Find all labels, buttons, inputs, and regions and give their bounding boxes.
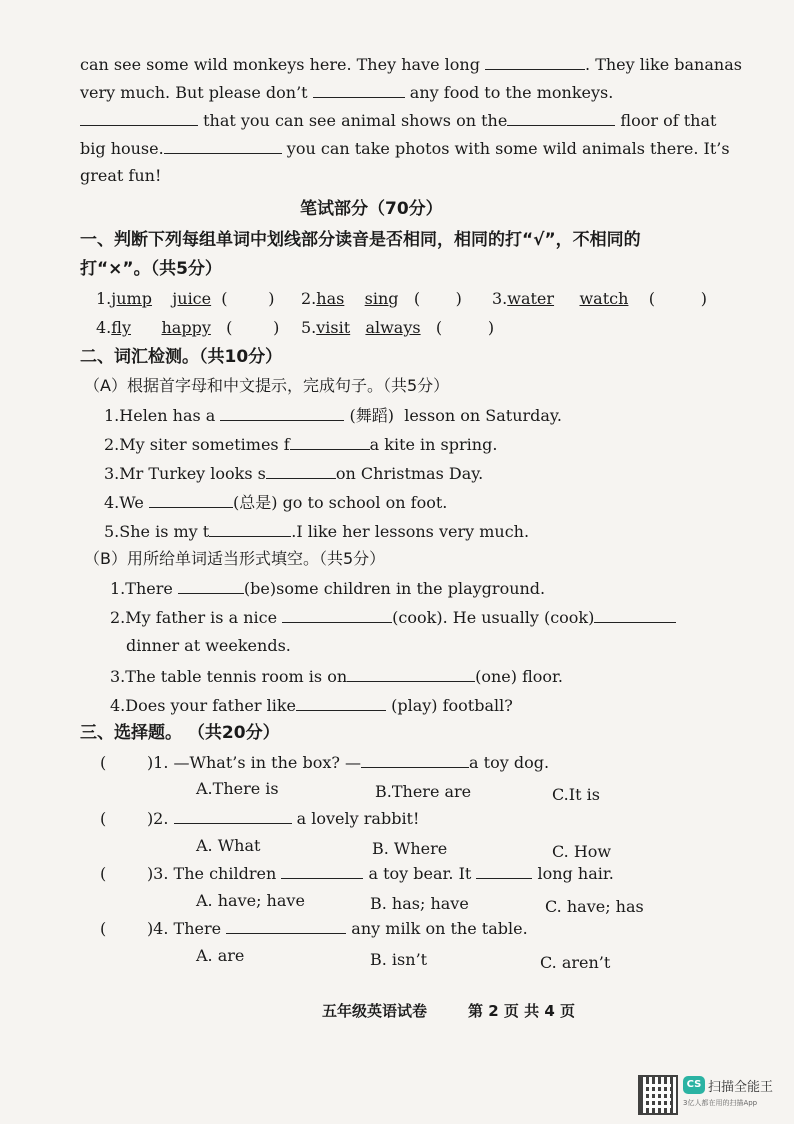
scanner-app-name: 扫描全能王: [708, 1080, 774, 1095]
part2a-item-4: 4.We (总是) go to school on foot.: [104, 493, 448, 512]
q3-option-a[interactable]: A. have; have: [196, 891, 305, 910]
part2a-item-1: 1.Helen has a (舞蹈) lesson on Saturday.: [104, 406, 562, 425]
fill-blank[interactable]: [296, 695, 386, 711]
fill-blank[interactable]: [220, 405, 344, 421]
fill-blank[interactable]: [476, 863, 532, 879]
part2-heading: 二、词汇检测。（共10分）: [80, 347, 283, 367]
passage-line-5: great fun!: [80, 166, 162, 185]
fill-blank[interactable]: [594, 607, 676, 623]
passage-blank-5[interactable]: [164, 138, 282, 154]
fill-blank[interactable]: [209, 521, 291, 537]
answer-paren[interactable]: ( ): [425, 318, 495, 337]
q4-option-b[interactable]: B. isn’t: [370, 950, 428, 969]
passage-line-1: can see some wild monkeys here. They have long . They like bananas: [80, 55, 742, 74]
part1-item-3: 3.water watch ( ): [492, 289, 708, 308]
part1-heading-b: 打“×”。（共5分）: [80, 259, 222, 279]
fill-blank[interactable]: [174, 808, 292, 824]
q1-option-c[interactable]: C.It is: [552, 785, 600, 804]
fill-blank[interactable]: [347, 666, 475, 682]
fill-blank[interactable]: [226, 918, 346, 934]
q2-option-a[interactable]: A. What: [196, 836, 261, 855]
part3-q1: ( )1. —What’s in the box? — a toy dog.: [100, 753, 550, 772]
passage-line-2: very much. But please don’t any food to the monkeys.: [80, 83, 614, 102]
answer-paren[interactable]: (: [100, 919, 147, 938]
passage-blank-3[interactable]: [80, 110, 198, 126]
q4-option-a[interactable]: A. are: [196, 946, 245, 965]
answer-paren[interactable]: (: [100, 809, 147, 828]
part2b-item-4: 4.Does your father like (play) football?: [110, 696, 513, 715]
fill-blank[interactable]: [178, 578, 244, 594]
camscanner-logo-icon: CS: [683, 1076, 705, 1094]
part1-heading-a: 一、判断下列每组单词中划线部分读音是否相同，相同的打“√”，不相同的: [80, 230, 641, 250]
scanner-tagline: 3亿人都在用的扫描App: [683, 1099, 758, 1107]
q3-option-b[interactable]: B. has; have: [370, 894, 469, 913]
passage-blank-1[interactable]: [485, 54, 585, 70]
part2a-item-3: 3.Mr Turkey looks s on Christmas Day.: [104, 464, 484, 483]
part2a-item-2: 2.My siter sometimes f a kite in spring.: [104, 435, 498, 454]
fill-blank[interactable]: [361, 752, 469, 768]
part2b-heading: （B）用所给单词适当形式填空。（共5分）: [84, 549, 386, 568]
qr-code-icon: [638, 1075, 678, 1115]
part1-item-1: 1.jump juice ( ): [96, 289, 275, 308]
q4-option-c[interactable]: C. aren’t: [540, 953, 611, 972]
passage-line-4: big house. you can take photos with some wild animals there. It’s: [80, 139, 730, 158]
q2-option-c[interactable]: C. How: [552, 842, 612, 861]
fill-blank[interactable]: [282, 607, 392, 623]
section-title: 笔试部分（70分）: [300, 199, 443, 219]
passage-blank-2[interactable]: [313, 82, 405, 98]
part3-q4: ( )4. There any milk on the table.: [100, 919, 528, 938]
part1-item-4: 4.fly happy ( ): [96, 318, 280, 337]
part1-item-5: 5.visit always ( ): [301, 318, 495, 337]
passage-blank-4[interactable]: [507, 110, 615, 126]
part3-q2: ( )2. a lovely rabbit!: [100, 809, 420, 828]
q1-option-b[interactable]: B.There are: [375, 782, 472, 801]
part2a-heading: （A）根据首字母和中文提示，完成句子。（共5分）: [84, 376, 450, 395]
footer-title: 五年级英语试卷: [322, 1002, 428, 1020]
part1-item-2: 2.has sing ( ): [301, 289, 462, 308]
part3-q3: ( )3. The children a toy bear. It long hair.: [100, 864, 614, 883]
answer-paren[interactable]: ( ): [403, 289, 462, 308]
part2b-item-3: 3.The table tennis room is on (one) floor.: [110, 667, 564, 686]
fill-blank[interactable]: [290, 434, 370, 450]
q1-option-a[interactable]: A.There is: [196, 779, 279, 798]
answer-paren[interactable]: ( ): [216, 289, 275, 308]
fill-blank[interactable]: [149, 492, 233, 508]
footer-page-number: 第 2 页 共 4 页: [468, 1002, 575, 1020]
q2-option-b[interactable]: B. Where: [372, 839, 448, 858]
q3-option-c[interactable]: C. have; has: [545, 897, 644, 916]
part2a-item-5: 5.She is my t .I like her lessons very much.: [104, 522, 530, 541]
part2b-item-2: 2.My father is a nice (cook). He usually (cook): [110, 607, 676, 628]
answer-paren[interactable]: ( ): [215, 318, 280, 337]
fill-blank[interactable]: [281, 863, 363, 879]
passage-line-3: that you can see animal shows on the floor of that: [80, 110, 716, 131]
answer-paren[interactable]: (: [100, 753, 147, 772]
answer-paren[interactable]: (: [100, 864, 147, 883]
answer-paren[interactable]: ( ): [633, 289, 708, 308]
part2b-item-1: 1.There (be)some children in the playground.: [110, 579, 546, 598]
part3-heading: 三、选择题。 （共20分）: [80, 723, 280, 743]
fill-blank[interactable]: [266, 463, 336, 479]
part2b-item-2-cont: dinner at weekends.: [126, 636, 291, 655]
